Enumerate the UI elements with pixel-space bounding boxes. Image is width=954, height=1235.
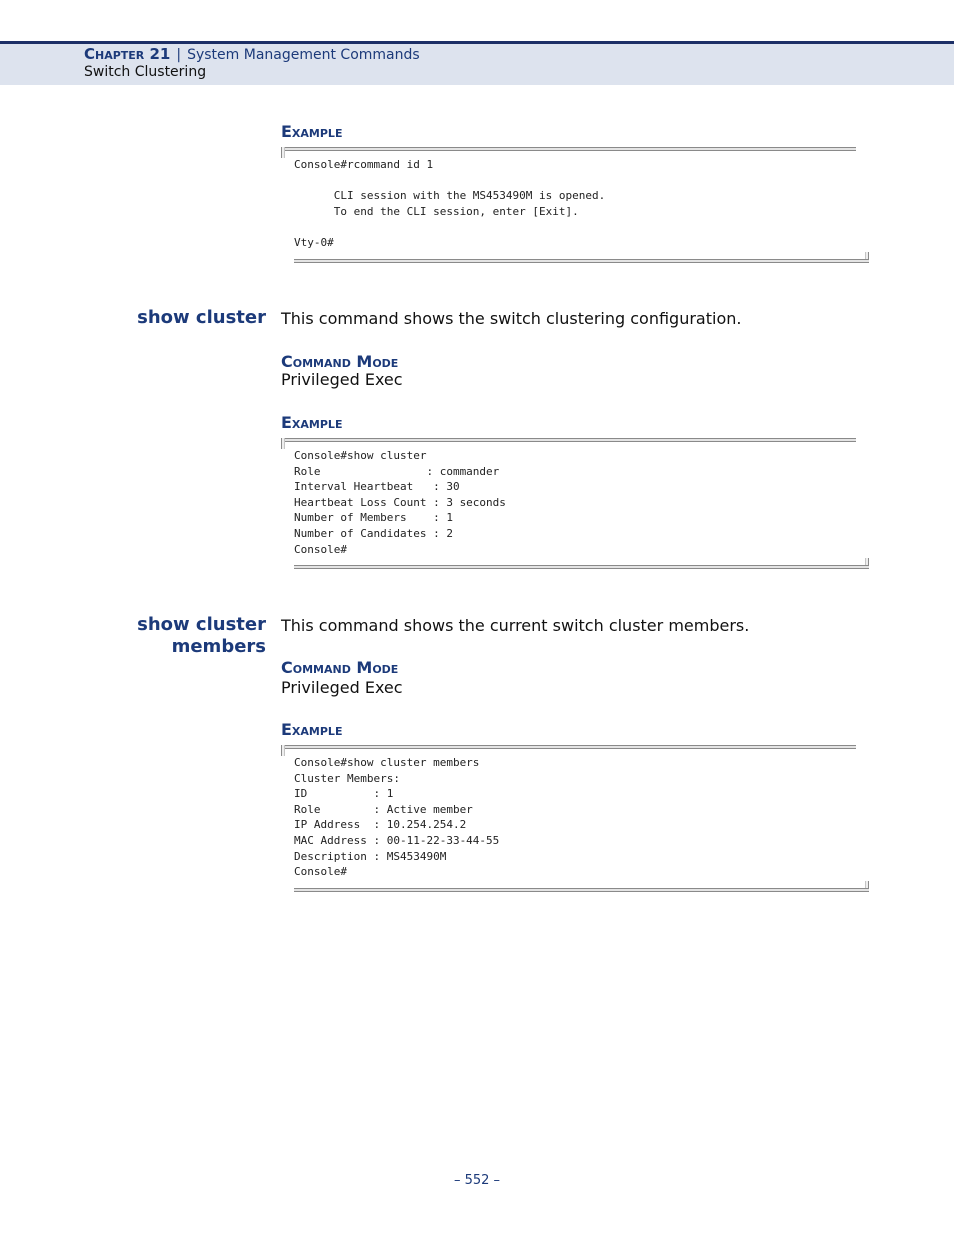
description-show-cluster: This command shows the switch clustering configuration. [281,309,742,328]
command-name-line1: show cluster [137,614,266,635]
header-separator: | [176,47,182,63]
code-example-rcommand [281,147,869,263]
example-heading-rcommand: Example [281,122,343,141]
code-text-show-cluster: Console#show cluster Role : commander Interval Heartbeat : 30 Heartbeat Loss Count : 3 seconds Number of Members : 1 Number of Candidates : 2 Console# [294,449,506,556]
running-header-chapter [84,45,420,63]
code-frame-top [281,438,856,442]
page-number: – 552 – [453,1173,501,1188]
code-frame-left-tick [281,147,285,158]
code-example-show-cluster [281,438,869,570]
chapter-label: Chapter 21 [84,45,171,63]
command-mode-show-cluster: Privileged Exec [281,370,403,389]
code-text-show-cluster-members: Console#show cluster members Cluster Members: ID : 1 Role : Active member IP Address : 10.254.254.2 MAC Address : 00-11-22-33-44-55 Description : MS453490M Console# [294,756,500,879]
command-mode-show-cluster-members: Privileged Exec [281,678,403,697]
code-frame-left-tick [281,438,285,449]
command-mode-heading-show-cluster-members: Command Mode [281,658,399,677]
command-name-show-cluster: show cluster [137,307,266,328]
command-name-line2: members [171,636,266,657]
command-name-show-cluster-members [137,614,266,658]
code-frame-left-tick [281,745,285,756]
code-frame-bottom [294,888,869,892]
code-frame-bottom [294,565,869,569]
code-example-show-cluster-members [281,745,869,893]
example-heading-show-cluster-members: Example [281,720,343,739]
command-mode-heading-show-cluster: Command Mode [281,352,399,371]
code-text-rcommand: Console#rcommand id 1 CLI session with the MS453490M is opened. To end the CLI session, enter [Exit]. Vty-0# [294,158,606,249]
example-heading-show-cluster: Example [281,413,343,432]
running-header-section: Switch Clustering [84,64,207,80]
code-frame-top [281,745,856,749]
chapter-title: System Management Commands [187,47,420,63]
code-frame-top [281,147,856,151]
description-show-cluster-members: This command shows the current switch cluster members. [281,616,750,635]
code-frame-bottom [294,259,869,263]
